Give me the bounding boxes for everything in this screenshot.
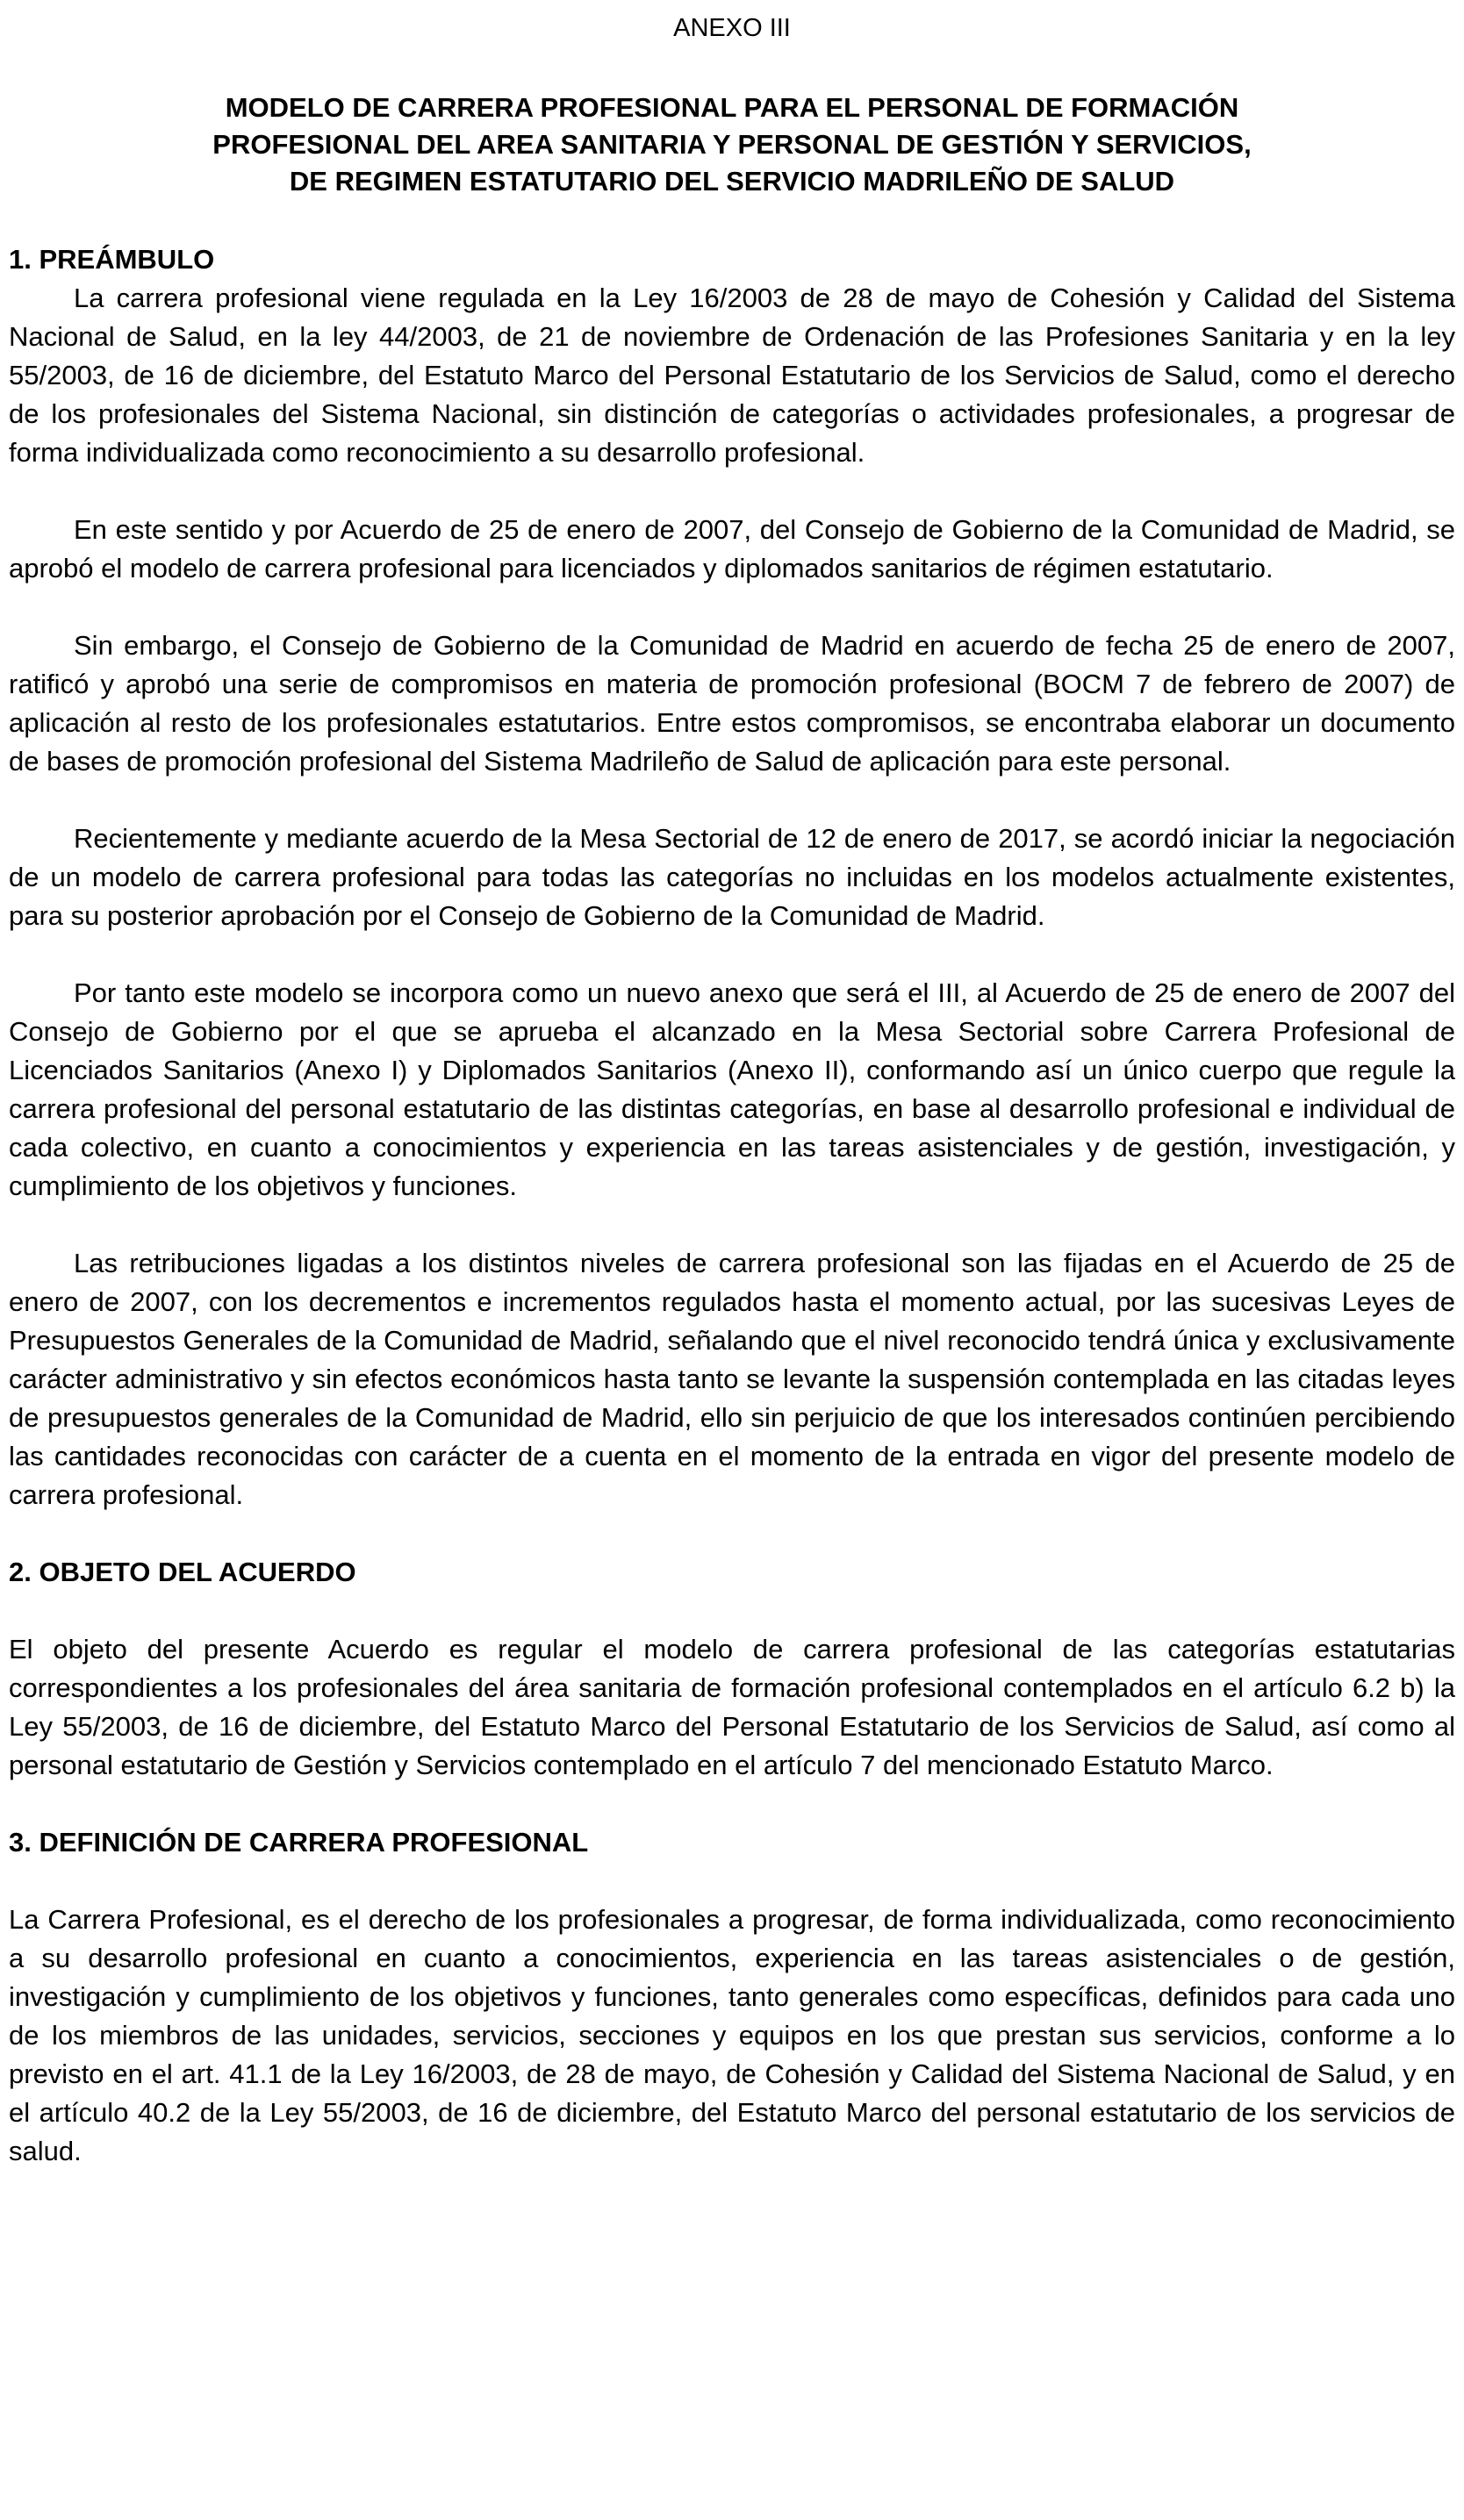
section-heading: 3. DEFINICIÓN DE CARRERA PROFESIONAL	[9, 1827, 589, 1858]
section-objeto	[9, 1553, 1455, 1785]
section-heading: 2. OBJETO DEL ACUERDO	[9, 1557, 356, 1587]
title-line: DE REGIMEN ESTATUTARIO DEL SERVICIO MADRILEÑO DE SALUD	[289, 166, 1175, 197]
paragraph: La carrera profesional viene regulada en la Ley 16/2003 de 28 de mayo de Cohesión y Calidad del Sistema Nacional de Salud, en la ley 44/2003, de 21 de noviembre de Ordenación de las Profesiones Sanitaria y en la ley 55/2003, de 16 de diciembre, del Estatuto Marco del Personal Estatutario de los Servicios de Salud, como el derecho de los profesionales del Sistema Nacional, sin distinción de categorías o actividades profesionales, a progresar de forma individualizada como reconocimiento a su desarrollo profesional.	[9, 283, 1455, 468]
annex-label: ANEXO III	[673, 14, 791, 42]
section-heading: 1. PREÁMBULO	[9, 244, 215, 275]
section-preambulo	[9, 240, 1455, 1514]
document-title	[9, 89, 1455, 200]
paragraph: Sin embargo, el Consejo de Gobierno de la Comunidad de Madrid en acuerdo de fecha 25 de enero de 2007, ratificó y aprobó una serie de compromisos en materia de promoción profesional (BOCM 7 de febrero de 2007) de aplicación al resto de los profesionales estatutarios. Entre estos compromisos, se encontraba elaborar un documento de bases de promoción profesional del Sistema Madrileño de Salud de aplicación para este personal.	[9, 630, 1455, 777]
title-line: PROFESIONAL DEL AREA SANITARIA Y PERSONAL DE GESTIÓN Y SERVICIOS,	[212, 129, 1252, 160]
paragraph: Las retribuciones ligadas a los distintos niveles de carrera profesional son las fijadas en el Acuerdo de 25 de enero de 2007, con los decrementos e incrementos regulados hasta el momento actual, por las sucesivas Leyes de Presupuestos Generales de la Comunidad de Madrid, señalando que el nivel reconocido tendrá única y exclusivamente carácter administrativo y sin efectos económicos hasta tanto se levante la suspensión contemplada en las citadas leyes de presupuestos generales de la Comunidad de Madrid, ello sin perjuicio de que los interesados continúen percibiendo las cantidades reconocidas con carácter de a cuenta en el momento de la entrada en vigor del presente modelo de carrera profesional.	[9, 1248, 1455, 1510]
paragraph: La Carrera Profesional, es el derecho de los profesionales a progresar, de forma individualizada, como reconocimiento a su desarrollo profesional en cuanto a conocimientos, experiencia en las tareas asistenciales o de gestión, investigación y cumplimiento de los objetivos y funciones, tanto generales como específicas, definidos para cada uno de los miembros de las unidades, servicios, secciones y equipos en los que prestan sus servicios, conforme a lo previsto en el art. 41.1 de la Ley 16/2003, de 28 de mayo, de Cohesión y Calidad del Sistema Nacional de Salud, y en el artículo 40.2 de la Ley 55/2003, de 16 de diciembre, del Estatuto Marco del personal estatutario de los servicios de salud.	[9, 1904, 1455, 2166]
paragraph: Recientemente y mediante acuerdo de la Mesa Sectorial de 12 de enero de 2017, se acordó iniciar la negociación de un modelo de carrera profesional para todas las categorías no incluidas en los modelos actualmente existentes, para su posterior aprobación por el Consejo de Gobierno de la Comunidad de Madrid.	[9, 823, 1455, 931]
section-definicion	[9, 1823, 1455, 2171]
paragraph: En este sentido y por Acuerdo de 25 de enero de 2007, del Consejo de Gobierno de la Comunidad de Madrid, se aprobó el modelo de carrera profesional para licenciados y diplomados sanitarios de régimen estatutario.	[9, 514, 1455, 583]
paragraph: El objeto del presente Acuerdo es regular el modelo de carrera profesional de las categorías estatutarias correspondientes a los profesionales del área sanitaria de formación profesional contemplados en el artículo 6.2 b) la Ley 55/2003, de 16 de diciembre, del Estatuto Marco del Personal Estatutario de los Servicios de Salud, así como al personal estatutario de Gestión y Servicios contemplado en el artículo 7 del mencionado Estatuto Marco.	[9, 1634, 1455, 1780]
paragraph: Por tanto este modelo se incorpora como un nuevo anexo que será el III, al Acuerdo de 25 de enero de 2007 del Consejo de Gobierno por el que se aprueba el alcanzado en la Mesa Sectorial sobre Carrera Profesional de Licenciados Sanitarios (Anexo I) y Diplomados Sanitarios (Anexo II), conformando así un único cuerpo que regule la carrera profesional del personal estatutario de las distintas categorías, en base al desarrollo profesional e individual de cada colectivo, en cuanto a conocimientos y experiencia en las tareas asistenciales y de gestión, investigación, y cumplimiento de los objetivos y funciones.	[9, 977, 1455, 1201]
title-line: MODELO DE CARRERA PROFESIONAL PARA EL PERSONAL DE FORMACIÓN	[225, 92, 1239, 123]
